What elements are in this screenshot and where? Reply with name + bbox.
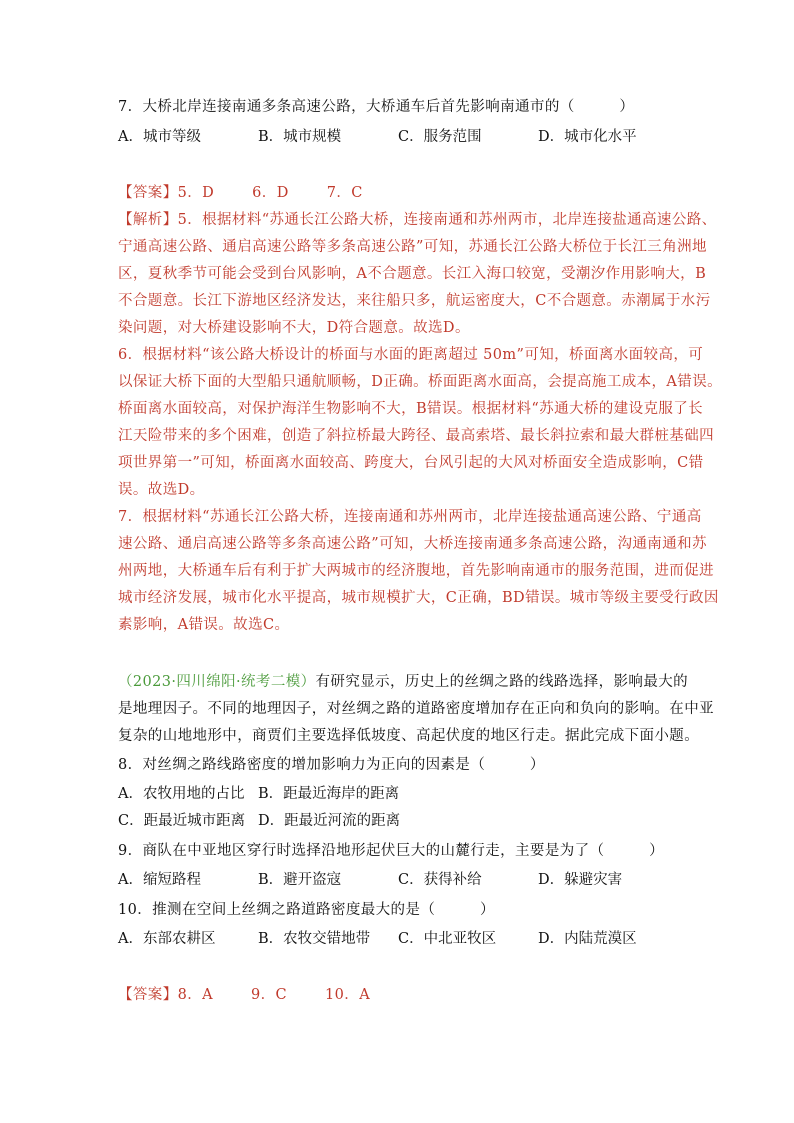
passage-line: 是地理因子。不同的地理因子，对丝绸之路的道路密度增加存在正向和负向的影响。在中亚 xyxy=(118,701,714,717)
question-9-option-b: B．避开盗寇 xyxy=(258,872,342,888)
analysis-line: 区，夏秋季节可能会受到台风影响，A不合题意。长江入海口较宽，受潮汐作用影响大，B xyxy=(118,266,707,282)
question-9-option-d: D．躲避灾害 xyxy=(538,872,623,888)
question-10-option-b: B．农牧交错地带 xyxy=(258,931,371,947)
passage-line: 复杂的山地地形中，商贾们主要选择低坡度、高起伏度的地区行走。据此完成下面小题。 xyxy=(118,728,700,744)
analysis-line: 染问题，对大桥建设影响不大，D符合题意。故选D。 xyxy=(118,320,470,336)
question-7-option-a: A．城市等级 xyxy=(118,129,201,145)
passage-text: 有研究显示，历史上的丝绸之路的线路选择，影响最大的 xyxy=(315,674,689,690)
analysis-line: 素影响，A错误。故选C。 xyxy=(118,617,290,633)
answer-label: 【答案】 xyxy=(118,185,178,201)
analysis-line: 误。故选D。 xyxy=(118,482,205,498)
passage-line xyxy=(118,672,688,692)
question-9-option-a: A．缩短路程 xyxy=(118,872,201,888)
answer-label: 【答案】 xyxy=(118,987,178,1003)
question-8-option-d: D．距最近河流的距离 xyxy=(258,813,401,829)
question-source: （2023·四川绵阳·统考二模） xyxy=(118,674,316,690)
answer-block-2 xyxy=(118,985,370,1005)
analysis-line: 速公路、通启高速公路等多条高速公路”可知，大桥连接南通多条高速公路，沟通南通和苏 xyxy=(118,536,707,552)
analysis-line: 6．根据材料“该公路大桥设计的桥面与水面的距离超过 50m”可知，桥面离水面较高，可 xyxy=(118,347,704,363)
question-7-option-d: D．城市化水平 xyxy=(538,129,637,145)
analysis-line: 项世界第一”可知，桥面离水面较高、跨度大，台风引起的大风对桥面安全造成影响，C错 xyxy=(118,455,704,471)
question-9-stem: 9．商队在中亚地区穿行时选择沿地形起伏巨大的山麓行走，主要是为了（ ） xyxy=(118,843,665,859)
analysis-line: 不合题意。长江下游地区经济发达，来往船只多，航运密度大，C不合题意。赤潮属于水污 xyxy=(118,293,711,309)
question-7-stem: 7．大桥北岸连接南通多条高速公路，大桥通车后首先影响南通市的（ ） xyxy=(118,99,635,115)
answer-item: 7．C xyxy=(326,185,363,201)
analysis-line: 城市经济发展，城市化水平提高，城市规模扩大，C正确，BD错误。城市等级主要受行政因 xyxy=(118,590,719,606)
answer-item: 9．C xyxy=(251,987,288,1003)
question-10-stem: 10．推测在空间上丝绸之路道路密度最大的是（ ） xyxy=(118,902,495,918)
analysis-line: 州两地，大桥通车后有利于扩大两城市的经济腹地，首先影响南通市的服务范围，进而促进 xyxy=(118,563,714,579)
question-9-option-c: C．获得补给 xyxy=(398,872,482,888)
question-7-option-c: C．服务范围 xyxy=(398,129,482,145)
answer-block-1 xyxy=(118,183,363,203)
question-10-option-a: A．东部农耕区 xyxy=(118,931,216,947)
analysis-line: 以保证大桥下面的大型船只通航顺畅，D正确。桥面距离水面高，会提高施工成本，A错误。 xyxy=(118,374,722,390)
analysis-line: 桥面离水面较高，对保护海洋生物影响不大，B错误。根据材料“苏通大桥的建设克服了长 xyxy=(118,401,704,417)
answer-item: 5．D xyxy=(177,185,215,201)
question-8-option-b: B．距最近海岸的距离 xyxy=(258,786,400,802)
answer-item: 6．D xyxy=(252,185,289,201)
answer-item: 8．A xyxy=(177,987,214,1003)
question-10-option-d: D．内陆荒漠区 xyxy=(538,931,637,947)
analysis-line: 宁通高速公路、通启高速公路等多条高速公路”可知，苏通长江公路大桥位于长江三角洲地 xyxy=(118,239,707,255)
analysis-line: 【解析】5．根据材料“苏通长江公路大桥，连接南通和苏州两市，北岸连接盐通高速公路、 xyxy=(118,212,717,228)
question-8-stem: 8．对丝绸之路线路密度的增加影响力为正向的因素是（ ） xyxy=(118,757,545,773)
question-8-option-a: A．农牧用地的占比 xyxy=(118,786,245,802)
analysis-line: 江天险带来的多个困难，创造了斜拉桥最大跨径、最高索塔、最长斜拉索和最大群桩基础四 xyxy=(118,428,714,444)
answer-item: 10．A xyxy=(325,987,371,1003)
analysis-line: 7．根据材料“苏通长江公路大桥，连接南通和苏州两市，北岸连接盐通高速公路、宁通高 xyxy=(118,509,702,525)
question-8-option-c: C．距最近城市距离 xyxy=(118,813,246,829)
question-10-option-c: C．中北亚牧区 xyxy=(398,931,497,947)
question-7-option-b: B．城市规模 xyxy=(258,129,342,145)
